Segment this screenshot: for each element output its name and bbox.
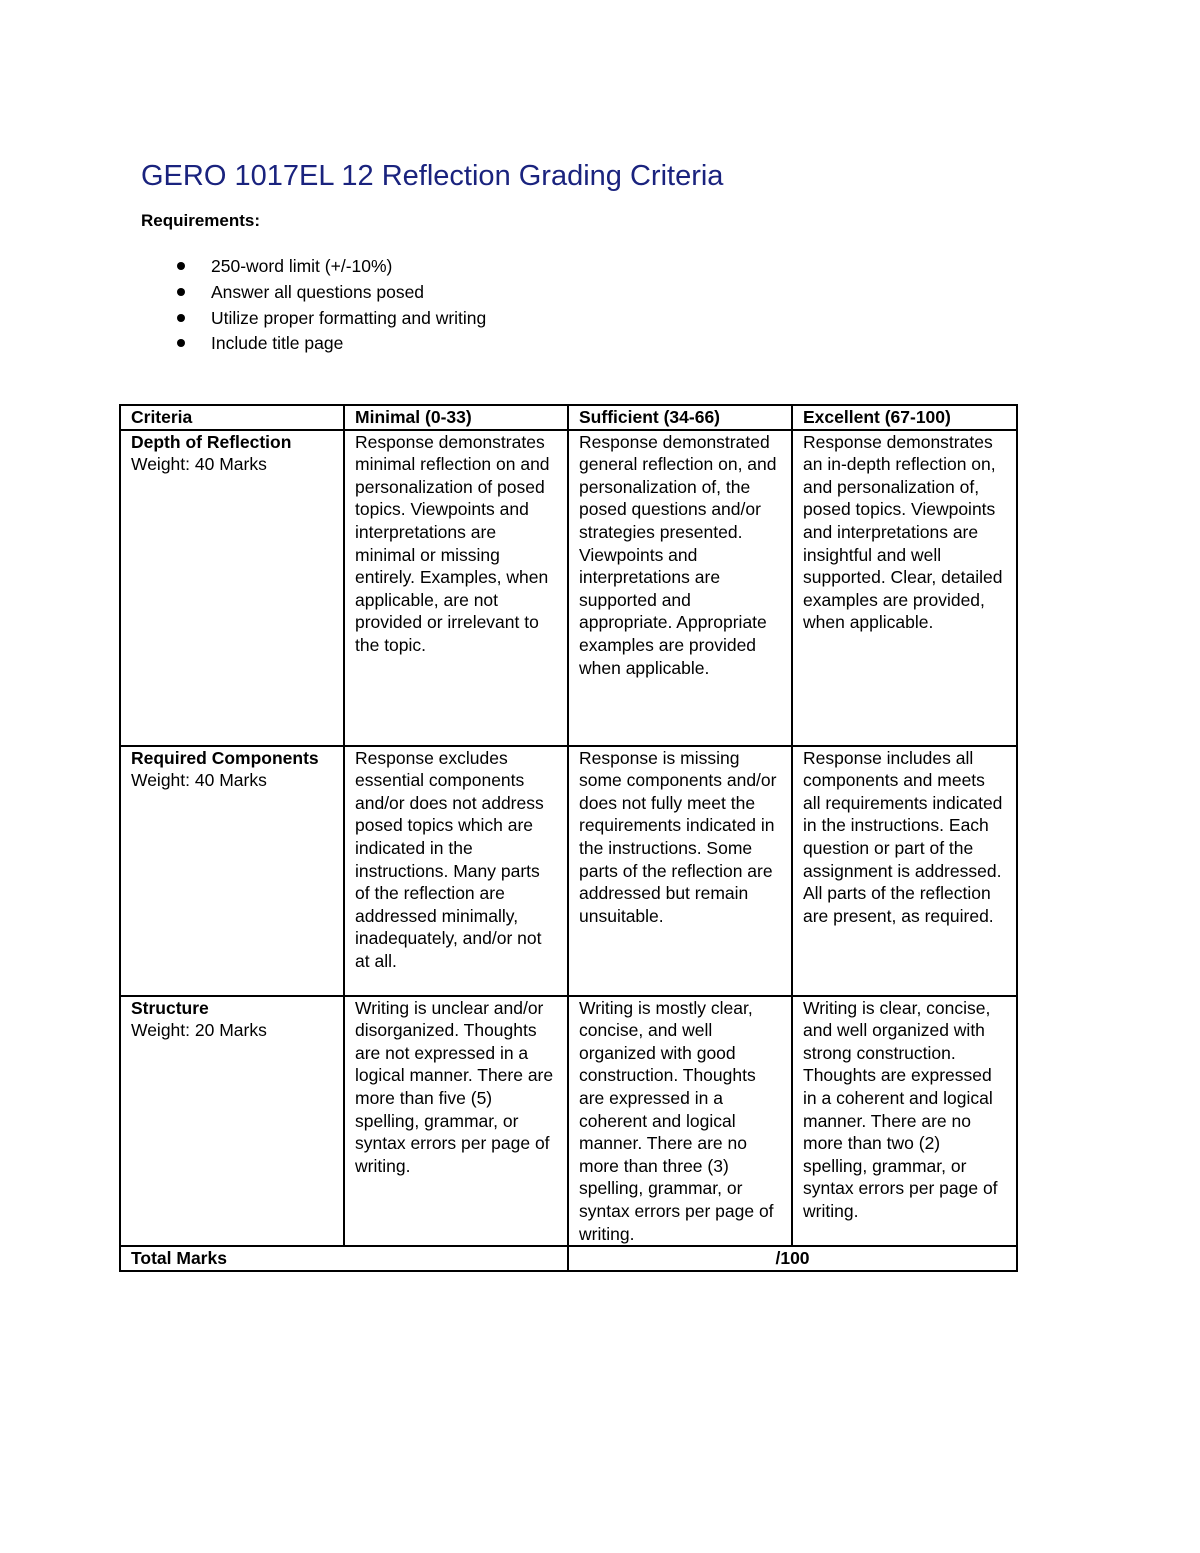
criteria-name: Structure	[131, 997, 209, 1018]
header-minimal: Minimal (0-33)	[344, 405, 568, 430]
bullet-icon	[177, 339, 185, 347]
requirement-text: Include title page	[211, 333, 344, 354]
excellent-cell: Writing is clear, concise, and well organized with strong construction. Thoughts are expressed in a coherent and logical manner. There are no more than two (2) spelling, grammar, or syntax errors per page of writing.	[792, 996, 1017, 1247]
total-marks-label: Total Marks	[120, 1246, 568, 1271]
requirement-item	[141, 306, 486, 332]
criteria-cell	[120, 996, 344, 1247]
criteria-cell	[120, 430, 344, 746]
table-header-row	[120, 405, 1017, 430]
table-row	[120, 996, 1017, 1247]
requirements-list	[141, 254, 486, 357]
sufficient-cell: Writing is mostly clear, concise, and well organized with good construction. Thoughts are expressed in a coherent and logical manner. There are no more than three (3) spelling, grammar, or syntax errors per page of writing.	[568, 996, 792, 1247]
header-excellent: Excellent (67-100)	[792, 405, 1017, 430]
minimal-cell: Response demonstrates minimal reflection on and personalization of posed topics. Viewpoints and interpretations are minimal or missing entirely. Examples, when applicable, are not provided or irrelevant to the topic.	[344, 430, 568, 746]
excellent-cell: Response includes all components and meets all requirements indicated in the instructions. Each question or part of the assignment is addressed. All parts of the reflection are present, as required.	[792, 746, 1017, 996]
criteria-cell	[120, 746, 344, 996]
requirements-heading: Requirements:	[141, 211, 261, 230]
sufficient-cell: Response demonstrated general reflection on, and personalization of, the posed questions and/or strategies presented. Viewpoints and interpretations are supported and appropriate. Appropriate examples are provided when applicable.	[568, 430, 792, 746]
requirement-text: 250-word limit (+/-10%)	[211, 256, 393, 276]
total-row	[120, 1246, 1017, 1271]
criteria-weight: Weight: 40 Marks	[131, 770, 267, 791]
total-marks-cell	[568, 1246, 1017, 1271]
total-marks-value: /100	[775, 1248, 810, 1269]
document-title: GERO 1017EL 12 Reflection Grading Criteria	[141, 160, 724, 192]
table-row	[120, 430, 1017, 746]
requirement-text: Utilize proper formatting and writing	[211, 307, 487, 328]
requirement-text: Answer all questions posed	[211, 281, 425, 302]
minimal-cell: Response excludes essential components and/or does not address posed topics which are indicated in the instructions. Many parts of the reflection are addressed minimally, inadequately, and/or not at all.	[344, 746, 568, 996]
criteria-name: Required Components	[131, 747, 319, 768]
sufficient-cell: Response is missing some components and/or does not fully meet the requirements indicated in the instructions. Some parts of the reflection are addressed but remain unsuitable.	[568, 746, 792, 996]
grading-rubric-table	[119, 404, 1018, 1272]
criteria-weight: Weight: 20 Marks	[131, 1020, 267, 1041]
bullet-icon	[177, 314, 185, 322]
requirement-item	[141, 280, 486, 306]
header-criteria: Criteria	[120, 405, 344, 430]
excellent-cell: Response demonstrates an in-depth reflection on, and personalization of, posed topics. Viewpoints and interpretations are insightful and well supported. Clear, detailed examples are provided, when applicable.	[792, 430, 1017, 746]
criteria-name: Depth of Reflection	[131, 431, 292, 452]
requirement-item	[141, 254, 486, 280]
header-sufficient: Sufficient (34-66)	[568, 405, 792, 430]
criteria-weight: Weight: 40 Marks	[131, 454, 267, 475]
bullet-icon	[177, 288, 185, 296]
requirement-item	[141, 331, 486, 357]
table-row	[120, 746, 1017, 996]
bullet-icon	[177, 262, 185, 270]
minimal-cell: Writing is unclear and/or disorganized. Thoughts are not expressed in a logical manner. There are more than five (5) spelling, grammar, or syntax errors per page of writing.	[344, 996, 568, 1247]
